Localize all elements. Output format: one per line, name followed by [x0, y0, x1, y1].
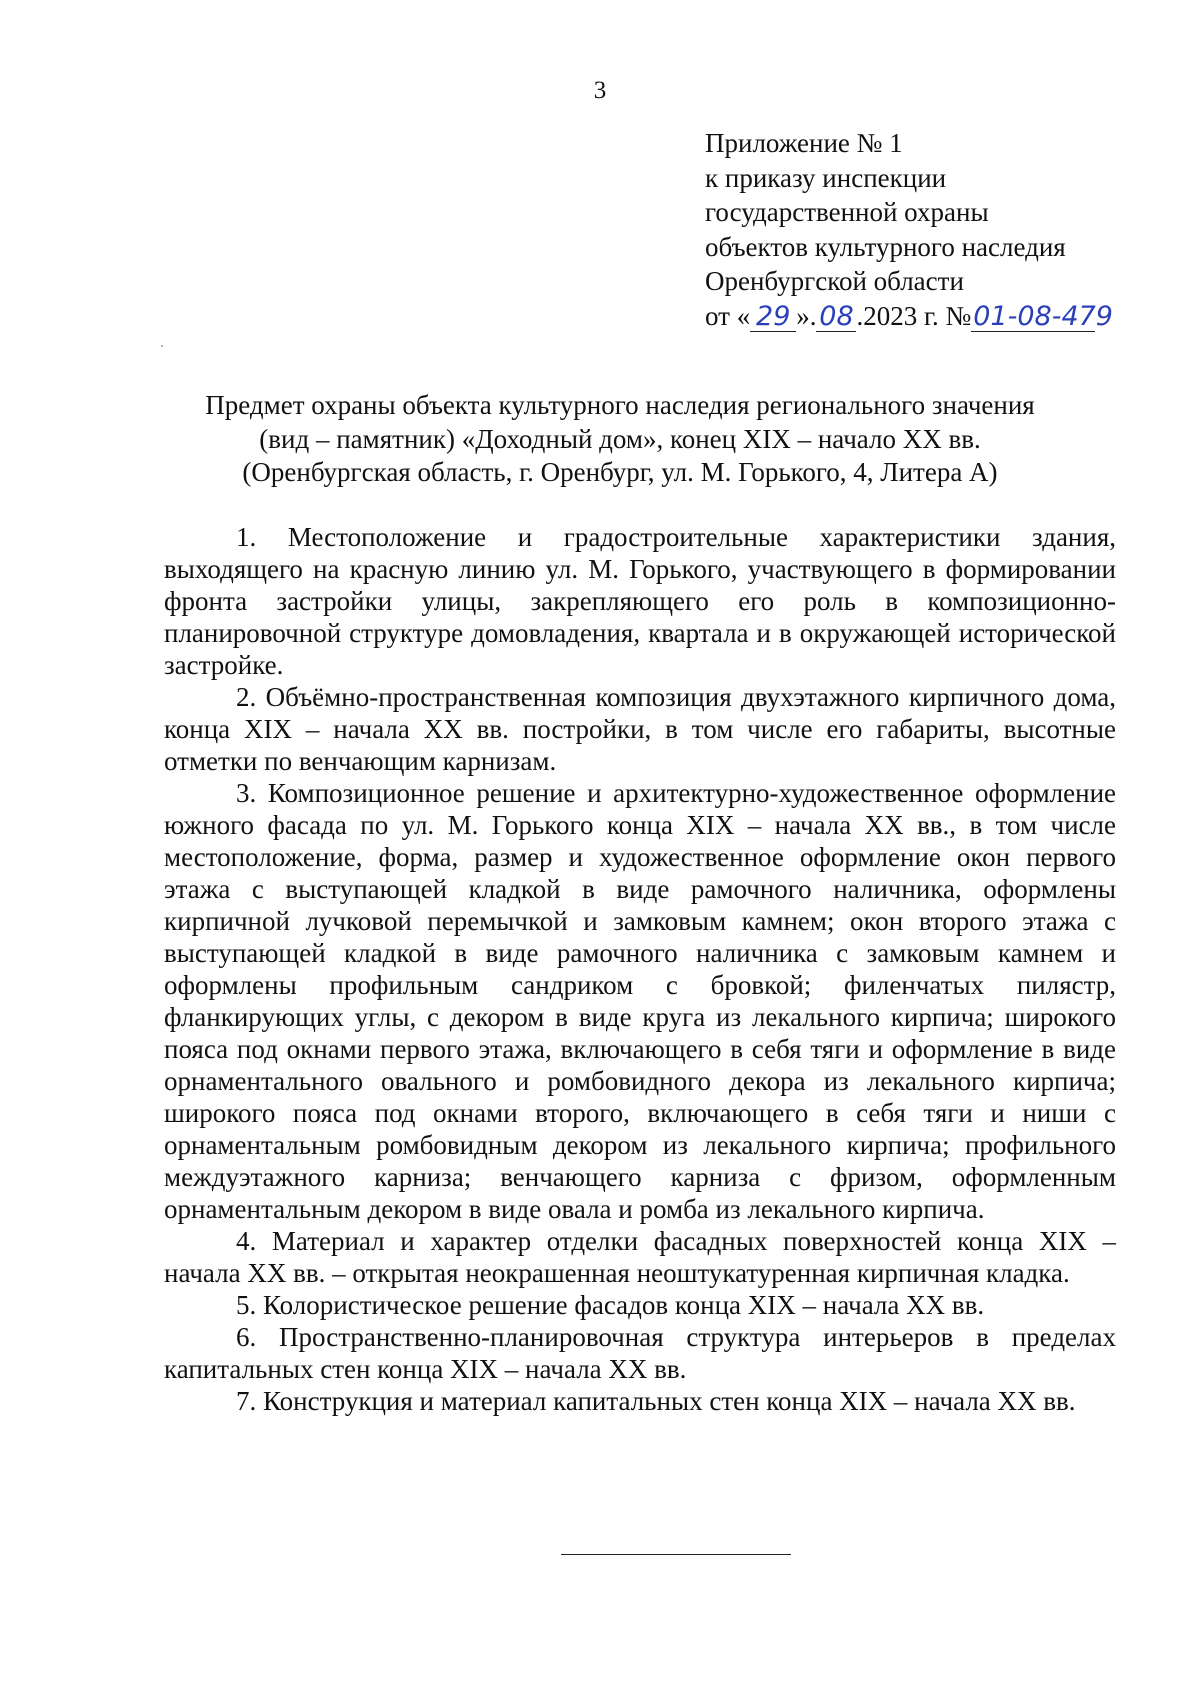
handwritten-month: 08 — [816, 303, 856, 332]
appendix-line-4: объектов культурного наследия — [705, 231, 1066, 262]
order-date-line — [705, 299, 1175, 334]
list-item: 1. Местоположение и градостроительные характеристики здания, выходящего на красную линию ул. М. Горького, участвующего в формировании фронта застройки улицы, закрепляющего его роль в композиционно-планировочной структуре домовладения, квартала и в окружающей исторической застройке. — [164, 522, 1116, 680]
list-item: 2. Объёмно-пространственная композиция двухэтажного кирпичного дома, конца XIX – начала XX вв. постройки, в том числе его габариты, высотные отметки по венчающим карнизам. — [164, 682, 1116, 776]
appendix-line-1: Приложение № 1 — [705, 128, 903, 158]
handwritten-day: 29 — [750, 303, 796, 332]
appendix-line-3: государственной охраны — [705, 197, 989, 227]
date-separator: ». — [796, 300, 817, 331]
protection-items-list — [164, 521, 1116, 1417]
list-item: 7. Конструкция и материал капитальных стен конца XIX – начала XX вв. — [236, 1386, 1076, 1416]
date-year: .2023 г. № — [856, 300, 972, 331]
closing-divider — [561, 1554, 791, 1555]
list-item: 4. Материал и характер отделки фасадных поверхностей конца XIX – начала XX вв. – открытая неокрашенная неоштукатуренная кирпичная кладка. — [164, 1226, 1116, 1288]
title-line-2: (вид – памятник) «Доходный дом», конец XIX – начало XX вв. — [259, 423, 981, 454]
date-prefix: от « — [705, 300, 751, 331]
page-number: 3 — [593, 77, 607, 104]
list-item: 5. Колористическое решение фасадов конца XIX – начала XX вв. — [236, 1290, 985, 1320]
appendix-header — [705, 126, 1175, 333]
title-line-1: Предмет охраны объекта культурного наследия регионального значения — [205, 390, 1035, 420]
list-item: 6. Пространственно-планировочная структура интерьеров в пределах капитальных стен конца XIX – начала XX вв. — [164, 1322, 1116, 1384]
list-item: 3. Композиционное решение и архитектурно-художественное оформление южного фасада по ул. М. Горького конца XIX – начала XX вв., в том числе местоположение, форма, размер и художественное оформление окон первого этажа с выступающей кладкой в виде рамочного наличника, оформлены кирпичной лучковой перемычкой и замковым камнем; окон второго этажа с выступающей кладкой в виде рамочного наличника с замковым камнем и оформлены профильным сандриком с бровкой; филенчатых пилястр, фланкирующих углы, с декором в виде круга из лекального кирпича; широкого пояса под окнами первого этажа, включающего в себя тяги и оформление в виде орнаментального овального и ромбовидного декора из лекального кирпича; широкого пояса под окнами второго, включающего в себя тяги и ниши с орнаментальным ромбовидным декором из лекального кирпича; профильного междуэтажного карниза; венчающего карниза с фризом, оформленным орнаментальным декором в виде овала и ромба из лекального кирпича. — [164, 778, 1116, 1224]
title-line-3: (Оренбургская область, г. Оренбург, ул. М. Горького, 4, Литера А) — [242, 457, 998, 487]
appendix-line-5: Оренбургской области — [705, 266, 964, 296]
handwritten-order-number: 01-08-479 — [973, 300, 1113, 332]
document-title — [120, 389, 1120, 490]
appendix-line-2: к приказу инспекции — [705, 162, 947, 193]
scan-speck — [161, 345, 163, 347]
